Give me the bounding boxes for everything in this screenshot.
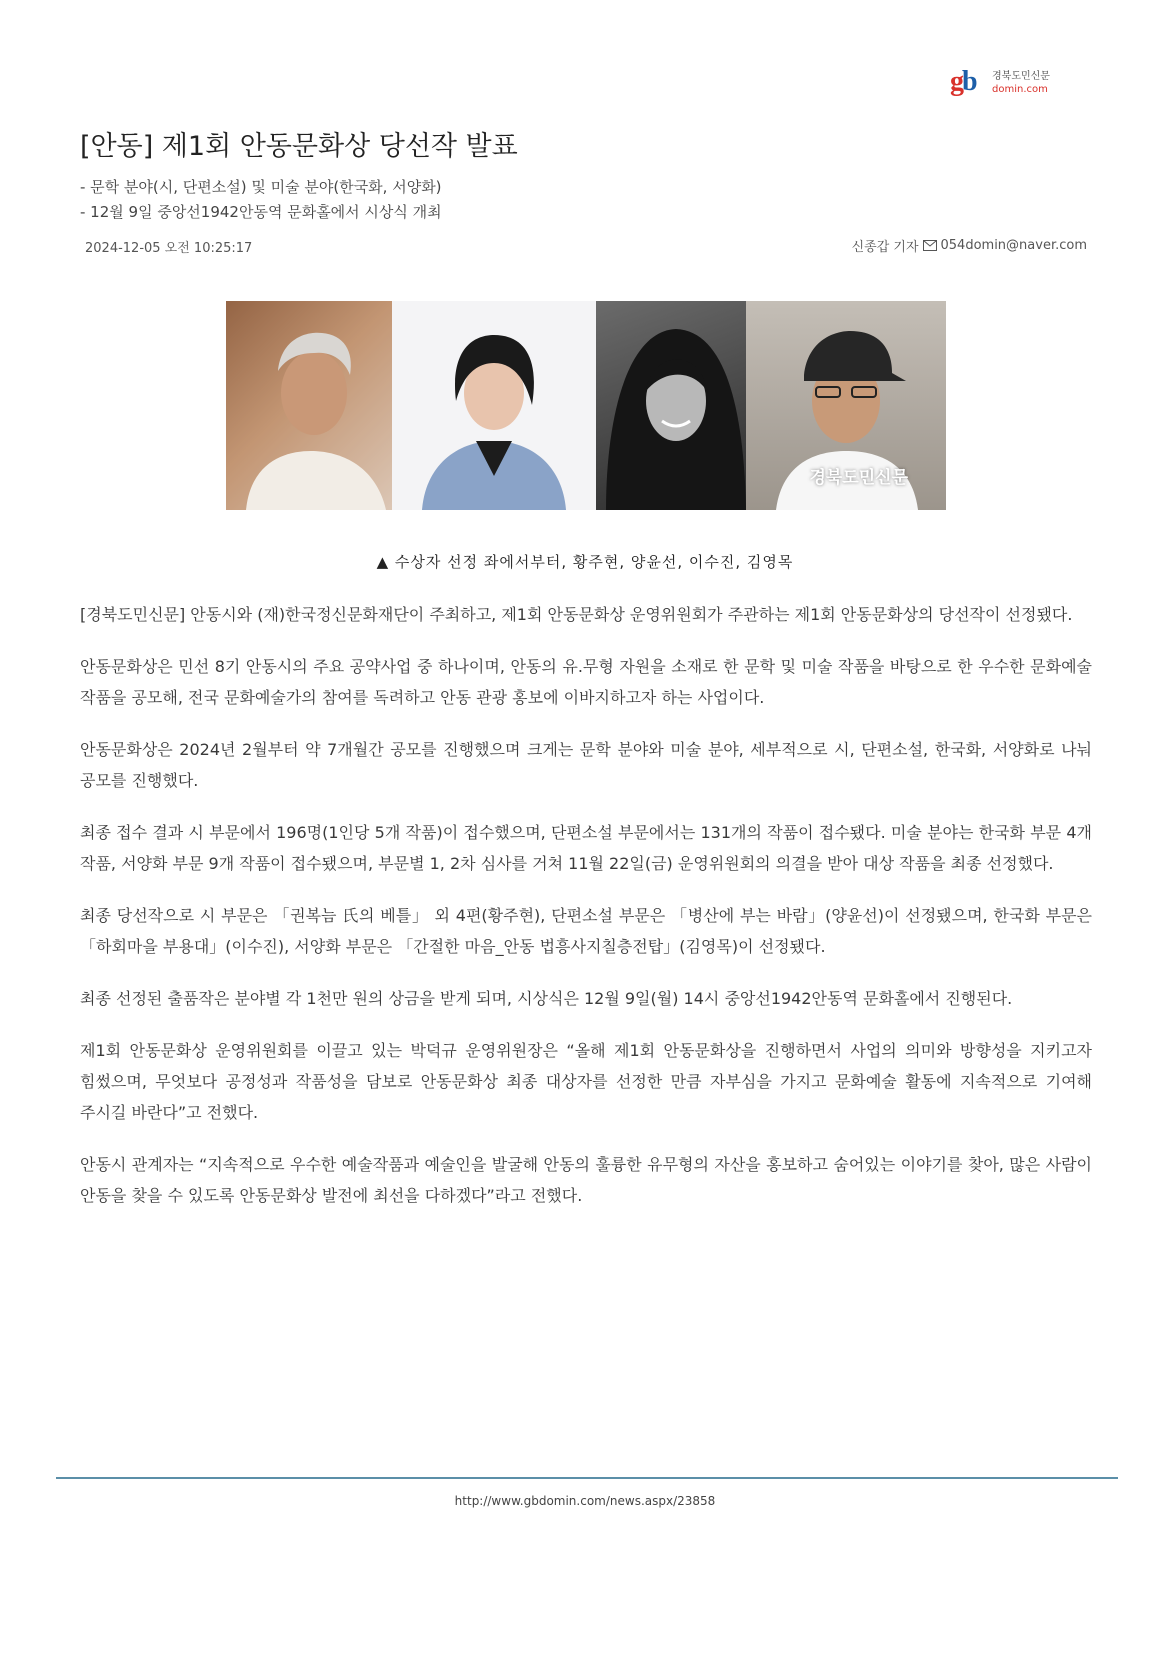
paragraph: 안동문화상은 2024년 2월부터 약 7개월간 공모를 진행했으며 크게는 문학 분야와 미술 분야, 세부적으로 시, 단편소설, 한국화, 서양화로 나눠 공모를 진행했다. [80,740,1092,790]
logo-name: 경북도민신문 [992,71,1050,82]
paragraph: 안동문화상은 민선 8기 안동시의 주요 공약사업 중 하나이며, 안동의 유.무형 자원을 소재로 한 문학 및 미술 작품을 바탕으로 한 우수한 문화예술 작품을 공모해, 전국 문화예술가의 참여를 독려하고 안동 관광 홍보에 이바지하고자 하는 사업이다. [80,657,1092,707]
paragraph: 최종 당선작으로 시 부문은 「권복늠 氏의 베틀」 외 4편(황주현), 단편소설 부문은 「병산에 부는 바람」(양윤선)이 선정됐으며, 한국화 부문은 「하회마을 부용대」(이수진), 서양화 부문은 「간절한 마음_안동 법흥사지칠층전탑」(김영목)이 선정됐다. [80,906,1092,956]
article-subtitle-1: - 문학 분야(시, 단편소설) 및 미술 분야(한국화, 서양화) [80,178,442,196]
article-body [80,599,1092,1232]
photo-watermark: 경북도민신문 [809,468,908,488]
portrait-3 [596,301,746,510]
footer-divider [56,1477,1118,1479]
portrait-2 [392,301,596,510]
publish-date: 2024-12-05 오전 10:25:17 [85,241,253,256]
logo-mark-g: g [950,66,962,97]
logo-mark-b: b [962,66,976,97]
paragraph: [경북도민신문] 안동시와 (재)한국정신문화재단이 주최하고, 제1회 안동문화상 운영위원회가 주관하는 제1회 안동문화상의 당선작이 선정됐다. [80,605,1073,624]
byline [852,236,1087,255]
paragraph: 제1회 안동문화상 운영위원회를 이끌고 있는 박덕규 운영위원장은 “올해 제1회 안동문화상을 진행하면서 사업의 의미와 방향성을 지키고자 힘썼으며, 무엇보다 공정성과 작품성을 담보로 안동문화상 최종 대상자를 선정한 만큼 자부심을 가지고 문화예술 활동에 지속적으로 기여해 주시길 바란다”고 전했다. [80,1041,1092,1122]
article-headline: [안동] 제1회 안동문화상 당선작 발표 [80,131,518,162]
portrait-4 [746,301,946,510]
portrait-1 [226,301,392,510]
mail-icon [923,240,937,251]
reporter-name: 신종갑 기자 [851,240,919,255]
article-url[interactable]: http://www.gbdomin.com/news.aspx/23858 [454,1494,716,1508]
article-subtitle-2: - 12월 9일 중앙선1942안동역 문화홀에서 시상식 개최 [80,203,442,221]
photo-caption: ▲ 수상자 선정 좌에서부터, 황주현, 양윤선, 이수진, 김영목 [376,553,794,571]
logo-mark [950,66,976,98]
paragraph: 최종 선정된 출품작은 분야별 각 1천만 원의 상금을 받게 되며, 시상식은 12월 9일(월) 14시 중앙선1942안동역 문화홀에서 진행된다. [80,989,1013,1008]
publisher-logo [950,66,1060,102]
logo-text [992,70,1050,96]
paragraph: 최종 접수 결과 시 부문에서 196명(1인당 5개 작품)이 접수했으며, 단편소설 부문에서는 131개의 작품이 접수됐다. 미술 분야는 한국화 부문 4개 작품, 서양화 부문 9개 작품이 접수됐으며, 부문별 1, 2차 심사를 거쳐 11월 22일(금) 운영위원회의 의결을 받아 대상 작품을 최종 선정했다. [80,823,1092,873]
winners-photo [226,301,946,510]
paragraph: 안동시 관계자는 “지속적으로 우수한 예술작품과 예술인을 발굴해 안동의 훌륭한 유무형의 자산을 홍보하고 숨어있는 이야기를 찾아, 많은 사람이 안동을 찾을 수 있도록 안동문화상 발전에 최선을 다하겠다”라고 전했다. [80,1155,1092,1205]
reporter-email: 054domin@naver.com [940,238,1087,253]
logo-domain: domin.com [992,84,1048,95]
